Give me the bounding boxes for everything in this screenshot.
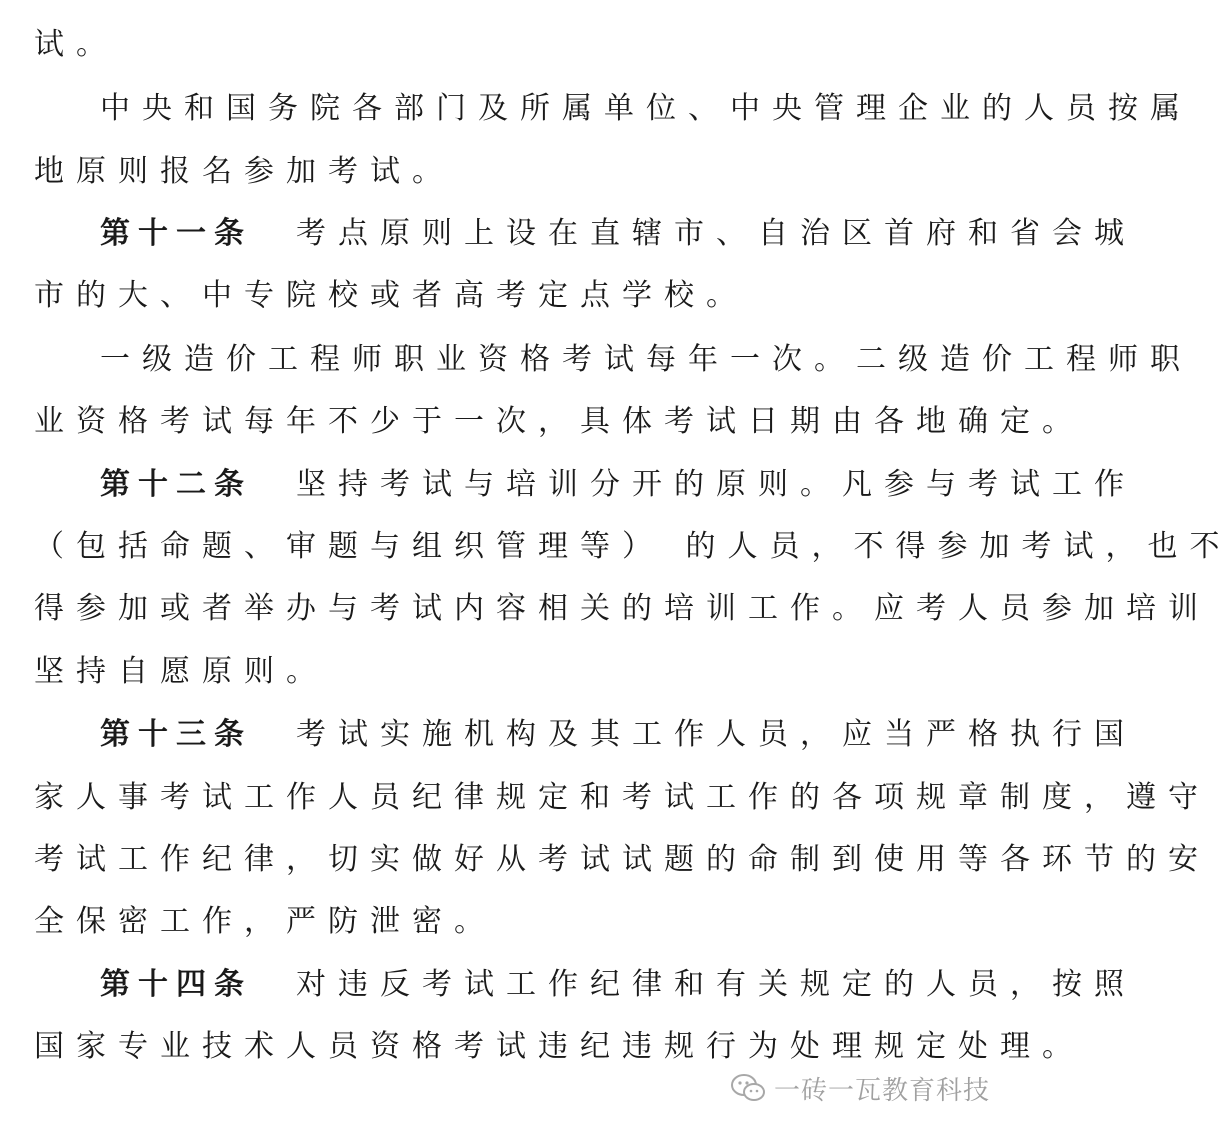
text-line: （包括命题、审题与组织管理等） 的人员，不得参加考试，也不 — [34, 529, 1232, 564]
text-line: 试。 — [34, 27, 118, 62]
text-line: 全保密工作，严防泄密。 — [34, 904, 496, 939]
text-line: 坚持自愿原则。 — [34, 654, 328, 689]
text-line: 得参加或者举办与考试内容相关的培训工作。应考人员参加培训 — [34, 591, 1210, 626]
wechat-icon — [730, 1072, 766, 1104]
watermark-text: 一砖一瓦教育科技 — [774, 1075, 991, 1106]
text-line: 业资格考试每年不少于一次，具体考试日期由各地确定。 — [34, 404, 1084, 439]
text-line: 考试工作纪律，切实做好从考试试题的命制到使用等各环节的安 — [34, 842, 1210, 877]
text-line: 家人事考试工作人员纪律规定和考试工作的各项规章制度，遵守 — [34, 780, 1210, 815]
text-line: 中央和国务院各部门及所属单位、中央管理企业的人员按属 — [100, 91, 1192, 126]
text-line: 地原则报名参加考试。 — [34, 154, 454, 189]
text-line: 一级造价工程师职业资格考试每年一次。二级造价工程师职 — [100, 342, 1192, 377]
article-heading: 第十二条 — [100, 467, 252, 502]
text-line: 国家专业技术人员资格考试违纪违规行为处理规定处理。 — [34, 1029, 1084, 1064]
article-heading: 第十三条 — [100, 717, 252, 752]
text-line: 市的大、中专院校或者高考定点学校。 — [34, 278, 748, 313]
article-11-line: 第十一条 考点原则上设在直辖市、自治区首府和省会城 — [100, 216, 1136, 251]
article-heading: 第十一条 — [100, 216, 252, 251]
watermark — [730, 1068, 990, 1108]
article-12-line: 第十二条 坚持考试与培训分开的原则。凡参与考试工作 — [100, 467, 1136, 502]
article-13-line: 第十三条 考试实施机构及其工作人员，应当严格执行国 — [100, 717, 1136, 752]
article-14-line: 第十四条 对违反考试工作纪律和有关规定的人员，按照 — [100, 967, 1136, 1002]
article-heading: 第十四条 — [100, 967, 252, 1002]
